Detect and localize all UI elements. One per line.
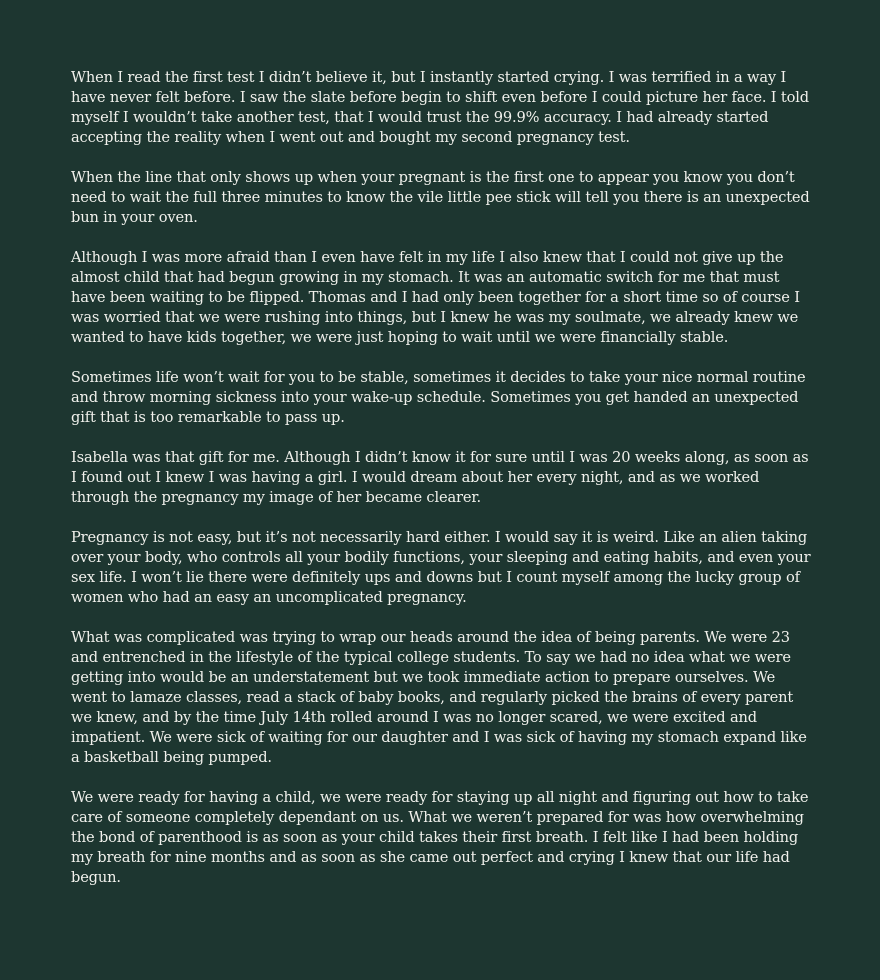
paragraph: When I read the first test I didn’t believe it, but I instantly started crying. I was terrified in a way I have never felt before. I saw the slate before begin to shift even before I could picture her face. I told myself I wouldn’t take another test, that I would trust the 99.9% accuracy. I had already started accepting the reality when I went out and bought my second pregnancy test. [71,69,809,146]
paragraph: What was complicated was trying to wrap our heads around the idea of being parents. We were 23 and entrenched in the lifestyle of the typical college students. To say we had no idea what we were getting into would be an understatement but we took immediate action to prepare ourselves. We went to lamaze classes, read a stack of baby books, and regularly picked the brains of every parent we knew, and by the time July 14th rolled around I was no longer scared, we were excited and impatient. We were sick of waiting for our daughter and I was sick of having my stomach expand like a basketball being pumped. [71,629,807,766]
paragraph: We were ready for having a child, we were ready for staying up all night and figuring out how to take care of someone completely dependant on us. What we weren’t prepared for was how overwhelming the bond of parenthood is as soon as your child takes their first breath. I felt like I had been holding my breath for nine months and as soon as she came out perfect and crying I knew that our life had begun. [71,789,809,886]
paragraph: When the line that only shows up when your pregnant is the first one to appear you know you don’t need to wait the full three minutes to know the vile little pee stick will tell you there is an unexpected bun in your oven. [71,169,810,226]
paragraph: Pregnancy is not easy, but it’s not necessarily hard either. I would say it is weird. Like an alien taking over your body, who controls all your bodily functions, your sleeping and eating habits, and even your sex life. I won’t lie there were definitely ups and downs but I count myself among the lucky group of women who had an easy an uncomplicated pregnancy. [71,529,811,606]
paragraph: Sometimes life won’t wait for you to be stable, sometimes it decides to take your nice normal routine and throw morning sickness into your wake-up schedule. Sometimes you get handed an unexpected gift that is too remarkable to pass up. [71,369,806,426]
paragraph: Although I was more afraid than I even have felt in my life I also knew that I could not give up the almost child that had begun growing in my stomach. It was an automatic switch for me that must have been waiting to be flipped. Thomas and I had only been together for a short time so of course I was worried that we were rushing into things, but I knew he was my soulmate, we already knew we wanted to have kids together, we were just hoping to wait until we were financially stable. [71,249,800,346]
paragraph: Isabella was that gift for me. Although I didn’t know it for sure until I was 20 weeks along, as soon as I found out I knew I was having a girl. I would dream about her every night, and as we worked through the pregnancy my image of her became clearer. [71,449,809,506]
